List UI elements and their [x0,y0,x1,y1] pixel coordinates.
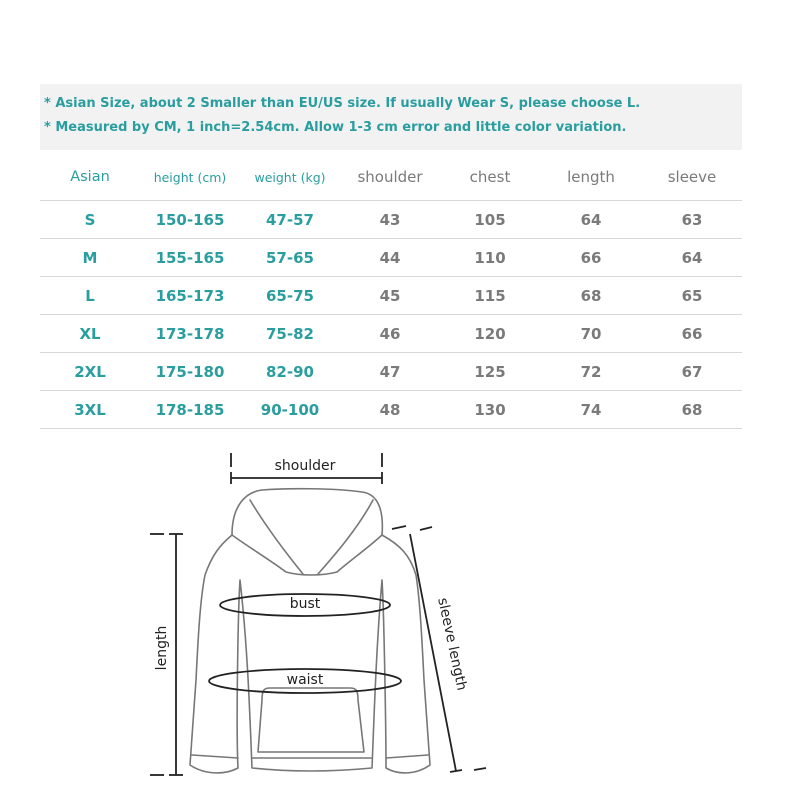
table-row [40,277,742,315]
table-row [40,239,742,277]
cell-weight: 75-82 [240,315,340,353]
sleeve-tick-bottom [450,770,462,772]
cell-size: M [40,239,140,277]
cell-size: L [40,277,140,315]
length-label: length [154,625,170,671]
cell-sleeve: 63 [642,201,742,239]
size-notes [40,84,742,150]
shoulder-label: shoulder [274,458,336,474]
table-row [40,315,742,353]
header-length: length [540,154,642,201]
header-weight: weight (kg) [240,154,340,201]
sleeve-tick-top [392,526,406,529]
cell-weight: 65-75 [240,277,340,315]
header-chest: chest [440,154,540,201]
cell-height: 175-180 [140,353,240,391]
hoodie-pocket [258,688,364,752]
table-row [40,391,742,429]
cell-height: 165-173 [140,277,240,315]
bust-label: bust [289,596,321,612]
cell-chest: 105 [440,201,540,239]
cell-length: 74 [540,391,642,429]
left-cuff [192,755,238,758]
cell-height: 173-178 [140,315,240,353]
table-row [40,353,742,391]
header-asian: Asian [40,154,140,201]
cell-size: S [40,201,140,239]
header-shoulder: shoulder [340,154,440,201]
cell-weight: 82-90 [240,353,340,391]
sleeve-length-label: sleeve length [434,596,470,692]
cell-chest: 130 [440,391,540,429]
note-asian-size: * Asian Size, about 2 Smaller than EU/US size. If usually Wear S, please choose L. [44,96,641,111]
cell-shoulder: 46 [340,315,440,353]
hood-inner-line [318,500,373,574]
cell-shoulder: 45 [340,277,440,315]
waist-label: waist [286,672,324,688]
table-header-row [40,154,742,201]
table-row [40,201,742,239]
cell-sleeve: 67 [642,353,742,391]
sleeve-tick-top-outer [420,527,432,530]
cell-sleeve: 66 [642,315,742,353]
hoodie-body [190,535,430,773]
cell-sleeve: 68 [642,391,742,429]
cell-length: 64 [540,201,642,239]
cell-shoulder: 43 [340,201,440,239]
cell-weight: 90-100 [240,391,340,429]
hoodie-hood [232,489,382,575]
cell-chest: 110 [440,239,540,277]
cell-chest: 115 [440,277,540,315]
hood-inner-line [250,500,303,574]
cell-sleeve: 64 [642,239,742,277]
cell-shoulder: 48 [340,391,440,429]
cell-length: 68 [540,277,642,315]
cell-size: 3XL [40,391,140,429]
header-height: height (cm) [140,154,240,201]
cell-height: 178-185 [140,391,240,429]
cell-shoulder: 44 [340,239,440,277]
note-measurement: * Measured by CM, 1 inch=2.54cm. Allow 1-3 cm error and little color variation. [44,120,627,135]
cell-length: 72 [540,353,642,391]
cell-height: 150-165 [140,201,240,239]
cell-size: 2XL [40,353,140,391]
right-cuff [386,755,428,758]
cell-height: 155-165 [140,239,240,277]
cell-size: XL [40,315,140,353]
sleeve-tick-bottom-outer [474,768,486,770]
cell-chest: 120 [440,315,540,353]
cell-length: 66 [540,239,642,277]
cell-length: 70 [540,315,642,353]
size-chart-table [40,154,742,429]
cell-weight: 47-57 [240,201,340,239]
cell-shoulder: 47 [340,353,440,391]
hoodie-measurement-diagram [0,440,800,800]
cell-chest: 125 [440,353,540,391]
cell-sleeve: 65 [642,277,742,315]
cell-weight: 57-65 [240,239,340,277]
header-sleeve: sleeve [642,154,742,201]
